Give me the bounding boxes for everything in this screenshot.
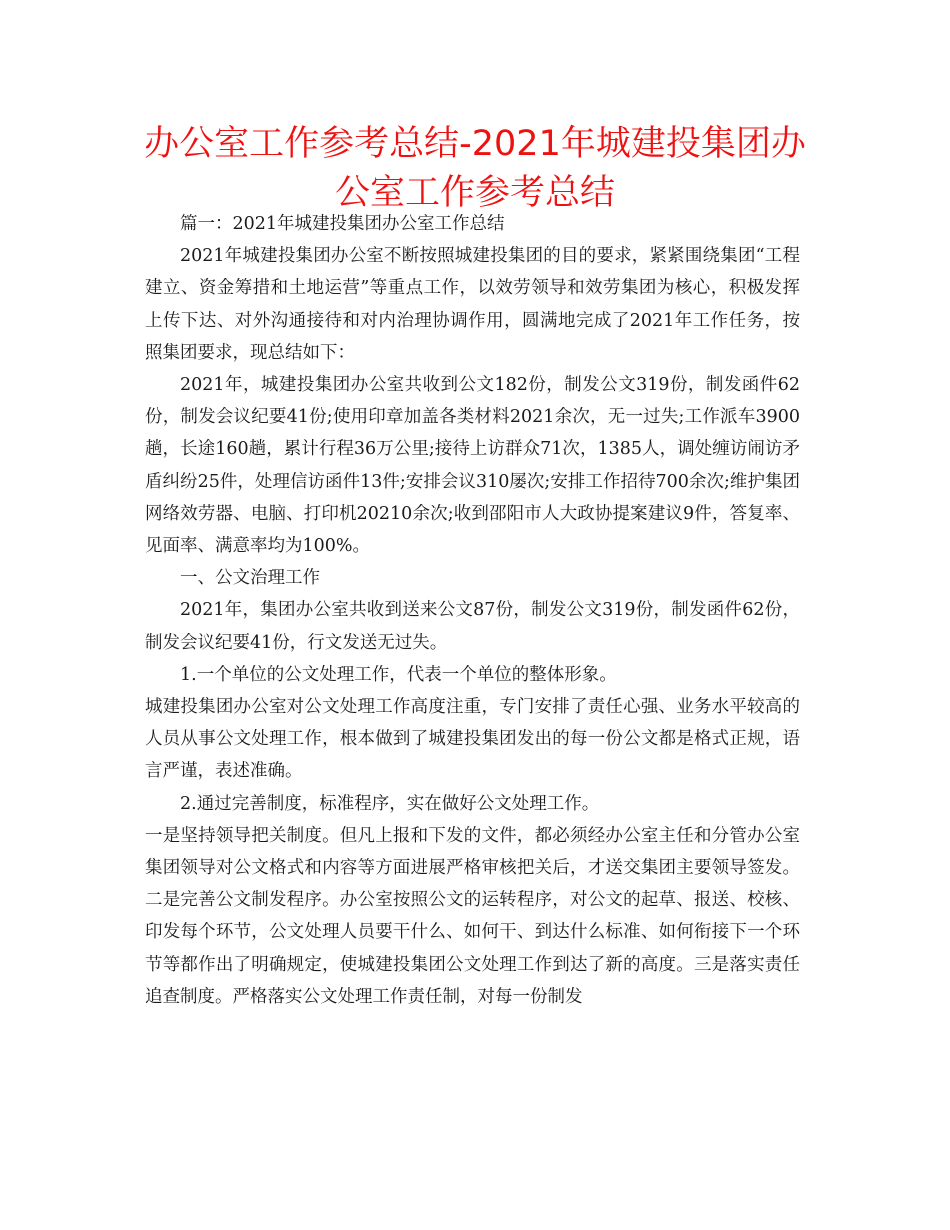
- paragraph: 2021年，城建投集团办公室共收到公文182份，制发公文319份，制发函件62份，制发会议纪要41份;使用印章加盖各类材料2021余次，无一过失;工作派车3900趟，长途160趟，累计行程36万公里;接待上访群众71次，1385人，调处缠访闹访矛盾纠纷25件，处理信访函件13件;安排会议310屡次;安排工作招待700余次;维护集团网络效劳器、电脑、打印机20210余次;收到邵阳市人大政协提案建议9件，答复率、见面率、满意率均为100%。: [145, 375, 800, 557]
- document-body: [145, 208, 800, 1013]
- paragraph: 城建投集团办公室对公文处理工作高度注重，专门安排了责任心强、业务水平较高的人员从事公文处理工作，根本做到了城建投集团发出的每一份公文都是格式正规，语言严谨，表述准确。: [145, 697, 800, 782]
- paragraph: 2021年，集团办公室共收到送来公文87份，制发公文319份，制发函件62份，制发会议纪要41份，行文发送无过失。: [145, 600, 800, 653]
- paragraph: 篇一：2021年城建投集团办公室工作总结: [180, 214, 505, 234]
- paragraph: 1.一个单位的公文处理工作，代表一个单位的整体形象。: [180, 664, 617, 685]
- paragraph: 一、公文治理工作: [180, 568, 320, 589]
- paragraph: 一是坚持领导把关制度。但凡上报和下发的文件，都必须经办公室主任和分管办公室集团领导对公文格式和内容等方面进展严格审核把关后，才送交集团主要领导签发。二是完善公文制发程序。办公室按照公文的运转程序，对公文的起草、报送、校核、印发每个环节，公文处理人员要干什么、如何干、到达什么标准、如何衔接下一个环节等都作出了明确规定，使城建投集团公文处理工作到达了新的高度。三是落实责任追查制度。严格落实公文处理工作责任制，对每一份制发: [145, 825, 800, 1007]
- paragraph: 2.通过完善制度，标准程序，实在做好公文处理工作。: [180, 793, 600, 814]
- document-title: 办公室工作参考总结-2021年城建投集团办公室工作参考总结: [144, 124, 806, 213]
- paragraph: 2021年城建投集团办公室不断按照城建投集团的目的要求，紧紧围绕集团“工程建立、资金筹措和土地运营”等重点工作，以效劳领导和效劳集团为核心，积极发挥上传下达、对外沟通接待和对内治理协调作用，圆满地完成了2021年工作任务，按照集团要求，现总结如下：: [145, 246, 800, 363]
